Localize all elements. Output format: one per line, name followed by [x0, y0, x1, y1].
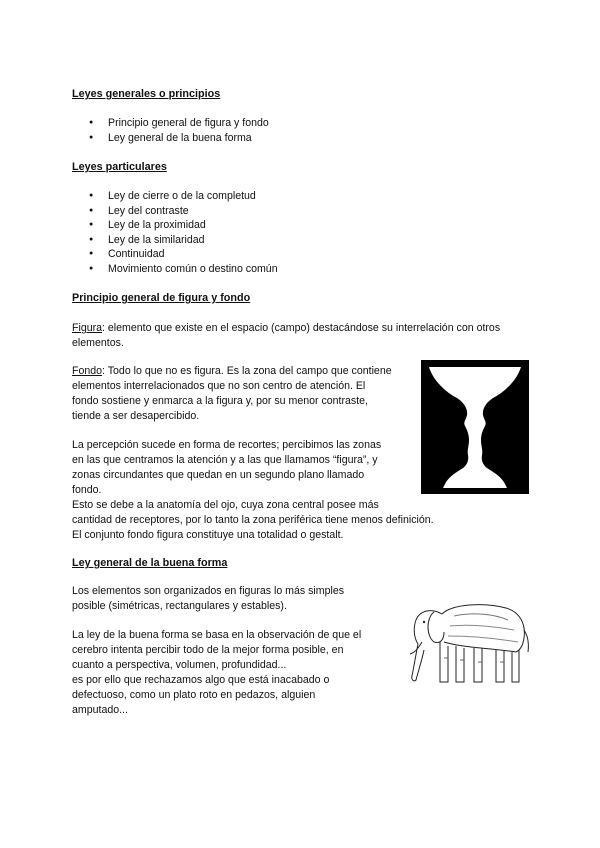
fondo-definition: : Todo lo que no es figura. Es la zona del campo que contiene elementos interrelacionados que no son centro de atención. El fondo sostiene y enmarca a la figura y, por su menor contraste, tiende a ser desapercibido.	[72, 365, 392, 422]
list-item: ● Ley del contraste	[72, 204, 278, 219]
section-title-leyes-particulares: Leyes particulares	[72, 161, 167, 173]
list-item: ● Ley de la proximidad	[72, 218, 278, 233]
fondo-term: Fondo	[72, 365, 103, 377]
list-item: ● Continuidad	[72, 247, 278, 262]
list-item: ● Ley de cierre o de la completud	[72, 189, 278, 204]
elephant-eye	[423, 621, 425, 623]
section-title-leyes-generales: Leyes generales o principios	[72, 88, 221, 100]
leyes-particulares-list	[72, 189, 278, 277]
list-item: ● Movimiento común o destino común	[72, 262, 278, 277]
figura-paragraph	[72, 321, 500, 351]
leyes-generales-list	[72, 116, 269, 145]
list-item: ● Principio general de figura y fondo	[72, 116, 269, 131]
figura-term: Figura	[72, 322, 103, 334]
buena-forma-paragraph-2: La ley de la buena forma se basa en la observación de que el cerebro intenta percibir todo de la mejor forma posible, en cuanto a perspectiva, volumen, profundidad... es por ello que rechazamos algo que está inacabado o defectuoso, como un plato roto en pedazos, alguien amputado...	[72, 629, 362, 716]
section-title-figura-fondo: Principio general de figura y fondo	[72, 292, 251, 304]
fondo-paragraph	[72, 364, 392, 424]
list-item: ● Ley general de la buena forma	[72, 131, 269, 146]
percepcion-paragraph: La percepción sucede en forma de recortes; percibimos las zonas en las que centramos la atención y a las que llamamos “figura”, y zonas circundantes que quedan en un segundo plano llamado fondo. Esto se debe a la anatomía del ojo, cuya zona central posee más cantidad de receptores, por lo tanto la zona periférica tiene menos definición. El conjunto fondo figura constituye una totalidad o gestalt.	[72, 439, 434, 541]
buena-forma-paragraph-1: Los elementos son organizados en figuras lo más simples posible (simétricas, rectangulares y estables).	[72, 585, 345, 612]
section-title-buena-forma: Ley general de la buena forma	[72, 557, 228, 569]
figura-definition: : elemento que existe en el espacio (campo) destacándose su interrelación con otros elementos.	[72, 322, 501, 349]
list-item: ● Ley de la similaridad	[72, 233, 278, 248]
elephant-illusion-image	[404, 596, 532, 688]
rubin-vase-image	[421, 360, 529, 494]
